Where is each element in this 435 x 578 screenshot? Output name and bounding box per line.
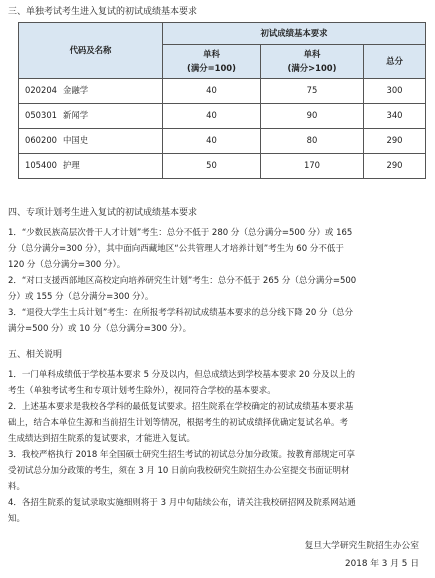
row-code: 020204 <box>25 85 57 96</box>
row-total: 300 <box>364 79 426 104</box>
row-code-name <box>19 129 163 154</box>
section5-line: 1．一门单科成绩低于学校基本要求 5 分及以内，但总成绩达到学校基本要求 20 分及以上的 <box>8 370 355 380</box>
section5-body <box>8 367 428 527</box>
header-single-over100 <box>261 45 364 79</box>
table-row <box>19 129 426 154</box>
score-table <box>18 22 426 179</box>
row-code: 105400 <box>25 160 57 171</box>
table-row <box>19 104 426 129</box>
row-single-over100: 170 <box>261 154 364 179</box>
section4-line: 2．“对口支援西部地区高校定向培养研究生计划”考生：总分不低于 265 分（总分满分=500 <box>8 276 357 286</box>
row-name: 中国史 <box>63 135 89 146</box>
section5-title: 五、相关说明 <box>8 350 63 360</box>
section4-line: 120 分（总分满分=300 分）。 <box>8 260 126 270</box>
section4-line: 1．“少数民族高层次骨干人才计划”考生：总分不低于 280 分（总分满分=500 分）或 165 <box>8 228 353 238</box>
row-code: 060200 <box>25 135 57 146</box>
row-name: 新闻学 <box>63 110 89 121</box>
section4-line: 满分=500 分）或 10 分（总分满分=300 分）。 <box>8 324 192 334</box>
section4-title: 四、专项计划考生进入复试的初试成绩基本要求 <box>8 208 198 218</box>
table-row <box>19 79 426 104</box>
signature-block <box>305 537 419 573</box>
section5-line: 生成绩达到招生院系的复试要求，才能进入复试。 <box>8 434 196 444</box>
signature-org: 复旦大学研究生院招生办公室 <box>304 541 419 551</box>
header-single-over100-sub: (满分>100) <box>287 62 337 73</box>
row-code-name <box>19 154 163 179</box>
row-single-100: 40 <box>163 104 261 129</box>
section5-line: 知。 <box>8 514 26 524</box>
header-single-100-sub: (满分=100) <box>187 62 236 73</box>
header-group: 初试成绩基本要求 <box>163 23 426 45</box>
section3-title: 三、单独考试考生进入复试的初试成绩基本要求 <box>8 7 198 17</box>
section4-line: 分）或 155 分（总分满分=300 分）。 <box>8 292 154 302</box>
row-code: 050301 <box>25 110 57 121</box>
section4-body <box>8 225 428 337</box>
section4-line: 3．“退役大学生士兵计划”考生：在所报考学科初试成绩基本要求的总分线下降 20 分（总分 <box>8 308 353 318</box>
header-code: 代码及名称 <box>19 23 163 79</box>
row-single-100: 40 <box>163 129 261 154</box>
header-single-100 <box>163 45 261 79</box>
signature-date: 2018 年 3 月 5 日 <box>345 559 419 569</box>
row-total: 290 <box>364 129 426 154</box>
section5-line: 受初试总分加分政策的考生，须在 3 月 10 日前向我校研究生院招生办公室提交书面证明材 <box>8 466 350 476</box>
row-single-100: 40 <box>163 79 261 104</box>
row-total: 340 <box>364 104 426 129</box>
section5-line: 4．各招生院系的复试录取实施细则将于 3 月中旬陆续公布，请关注我校研招网及院系网站通 <box>8 498 356 508</box>
section5-line: 2．上述基本要求是我校各学科的最低复试要求。招生院系在学校确定的初试成绩基本要求基 <box>8 402 354 412</box>
row-code-name <box>19 79 163 104</box>
row-code-name <box>19 104 163 129</box>
header-total: 总分 <box>364 45 426 79</box>
table-row <box>19 154 426 179</box>
section5-line: 3．我校严格执行 2018 年全国硕士研究生招生考试的初试总分加分政策。按教育部规定可享 <box>8 450 355 460</box>
header-single-over100-label: 单科 <box>303 49 321 60</box>
row-single-100: 50 <box>163 154 261 179</box>
header-single-100-label: 单科 <box>203 49 220 60</box>
section5-line: 考生（单独考试考生和专项计划考生除外），视同符合学校的基本要求。 <box>8 386 276 396</box>
section4-line: 分（总分满分=300 分），其中面向西藏地区“公共管理人才培养计划”考生为 60 分不低于 <box>8 244 344 254</box>
row-single-over100: 80 <box>261 129 364 154</box>
row-name: 金融学 <box>63 85 89 96</box>
row-single-over100: 90 <box>261 104 364 129</box>
row-name: 护理 <box>63 160 80 171</box>
section5-line: 料。 <box>8 482 26 492</box>
row-single-over100: 75 <box>261 79 364 104</box>
section5-line: 础上，结合本单位生源和当前招生计划等情况，根据考生的初试成绩择优确定复试名单。考 <box>8 418 349 428</box>
row-total: 290 <box>364 154 426 179</box>
